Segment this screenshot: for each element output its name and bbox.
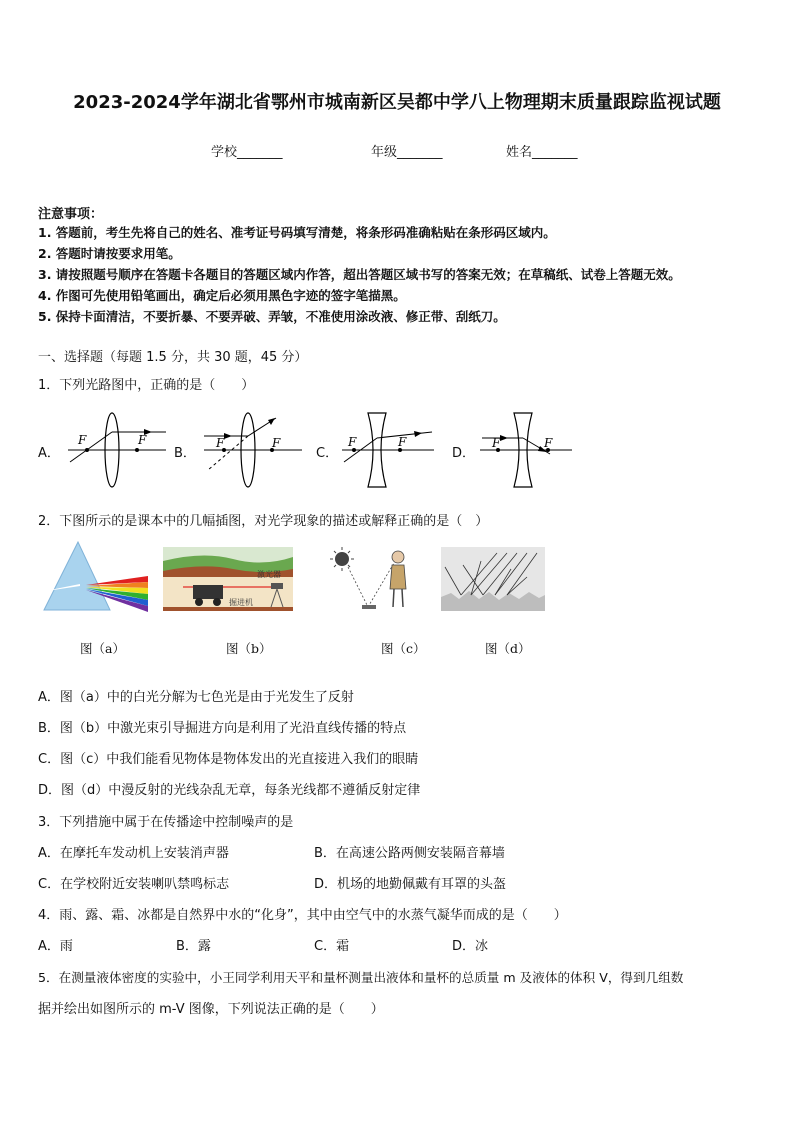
machine-label: 掘进机 xyxy=(229,598,253,607)
q2-option-d[interactable]: D．图（d）中漫反射的光线杂乱无章，每条光线都不遵循反射定律 xyxy=(38,783,421,798)
focus-label: F xyxy=(78,433,87,447)
note-item: 5. 保持卡面清洁，不要折暴、不要弄破、弄皱，不准使用涂改液、修正带、刮纸刀。 xyxy=(38,309,506,324)
focus-label: F xyxy=(398,435,407,449)
q4-option-a[interactable]: A．雨 xyxy=(38,939,73,954)
q5-stem-line2: 据并绘出如图所示的 m-V 图像，下列说法正确的是（ ） xyxy=(38,1002,384,1017)
q2-stem: 2．下图所示的是课本中的几幅插图，对光学现象的描述或解释正确的是（ ） xyxy=(38,514,489,529)
focus-label: F xyxy=(544,436,553,450)
diffuse-reflection-figure xyxy=(441,547,545,611)
q3-option-d[interactable]: D．机场的地勤佩戴有耳罩的头盔 xyxy=(314,877,507,892)
q1-option-c[interactable]: C． xyxy=(316,446,339,461)
q4-option-d[interactable]: D．冰 xyxy=(452,939,489,954)
q4-option-c[interactable]: C．霜 xyxy=(314,939,350,954)
figure-a-caption: 图（a） xyxy=(80,641,125,656)
name-field[interactable]: 姓名_______ xyxy=(506,145,578,160)
q2-option-a[interactable]: A．图（a）中的白光分解为七色光是由于光发生了反射 xyxy=(38,690,354,705)
figure-c-caption: 图（c） xyxy=(381,641,426,656)
figure-d-caption: 图（d） xyxy=(485,641,531,656)
note-item: 2. 答题时请按要求用笔。 xyxy=(38,246,181,261)
laser-label: 激光器 xyxy=(257,570,281,579)
school-field[interactable]: 学校_______ xyxy=(211,145,283,160)
q1-stem: 1．下列光路图中，正确的是（ ） xyxy=(38,378,255,393)
focus-label: F xyxy=(138,433,147,447)
q3-stem: 3．下列措施中属于在传播途中控制噪声的是 xyxy=(38,815,294,830)
convex-lens-diagram-b xyxy=(198,410,308,492)
q3-option-c[interactable]: C．在学校附近安装喇叭禁鸣标志 xyxy=(38,877,230,892)
q4-option-b[interactable]: B．露 xyxy=(176,939,211,954)
note-item: 3. 请按照题号顺序在答题卡各题目的答题区域内作答，超出答题区域书写的答案无效；在草稿纸、试卷上答题无效。 xyxy=(38,267,681,282)
figure-b-caption: 图（b） xyxy=(226,641,272,656)
q2-option-b[interactable]: B．图（b）中激光束引导掘进方向是利用了光沿直线传播的特点 xyxy=(38,721,407,736)
q4-stem: 4．雨、露、霜、冰都是自然界中水的“化身”，其中由空气中的水蒸气凝华而成的是（ ） xyxy=(38,908,567,923)
focus-label: F xyxy=(348,435,357,449)
q2-option-c[interactable]: C．图（c）中我们能看见物体是物体发出的光直接进入我们的眼睛 xyxy=(38,752,419,767)
focus-label: F xyxy=(216,436,225,450)
q3-option-a[interactable]: A．在摩托车发动机上安装消声器 xyxy=(38,846,229,861)
note-item: 1. 答题前，考生先将自己的姓名、准考证号码填写清楚，将条形码准确粘贴在条形码区域内。 xyxy=(38,225,556,240)
grade-field[interactable]: 年级_______ xyxy=(371,145,443,160)
q1-option-d[interactable]: D． xyxy=(452,446,476,461)
laser-tunnel-figure xyxy=(163,547,293,611)
note-item: 4. 作图可先使用铅笔画出，确定后必须用黑色字迹的签字笔描黑。 xyxy=(38,288,406,303)
focus-label: F xyxy=(272,436,281,450)
convex-lens-diagram-a xyxy=(62,410,172,492)
q1-option-a[interactable]: A． xyxy=(38,446,60,461)
sun-reflection-figure xyxy=(330,545,420,617)
concave-lens-diagram-d xyxy=(476,410,576,492)
q1-option-b[interactable]: B． xyxy=(174,446,196,461)
notes-heading: 注意事项： xyxy=(38,207,104,222)
notes-list xyxy=(38,222,768,327)
q3-option-b[interactable]: B．在高速公路两侧安装隔音幕墙 xyxy=(314,846,505,861)
q5-stem-line1: 5．在测量液体密度的实验中，小王同学利用天平和量杯测量出液体和量杯的总质量 m 及液体的体积 V，得到几组数 xyxy=(38,970,684,985)
concave-lens-diagram-c xyxy=(338,410,438,492)
section-title: 一、选择题（每题 1.5 分，共 30 题，45 分） xyxy=(38,350,308,365)
prism-dispersion-figure xyxy=(40,540,150,614)
page-title: 2023-2024学年湖北省鄂州市城南新区吴都中学八上物理期末质量跟踪监视试题 xyxy=(73,92,721,113)
focus-label: F xyxy=(492,436,501,450)
